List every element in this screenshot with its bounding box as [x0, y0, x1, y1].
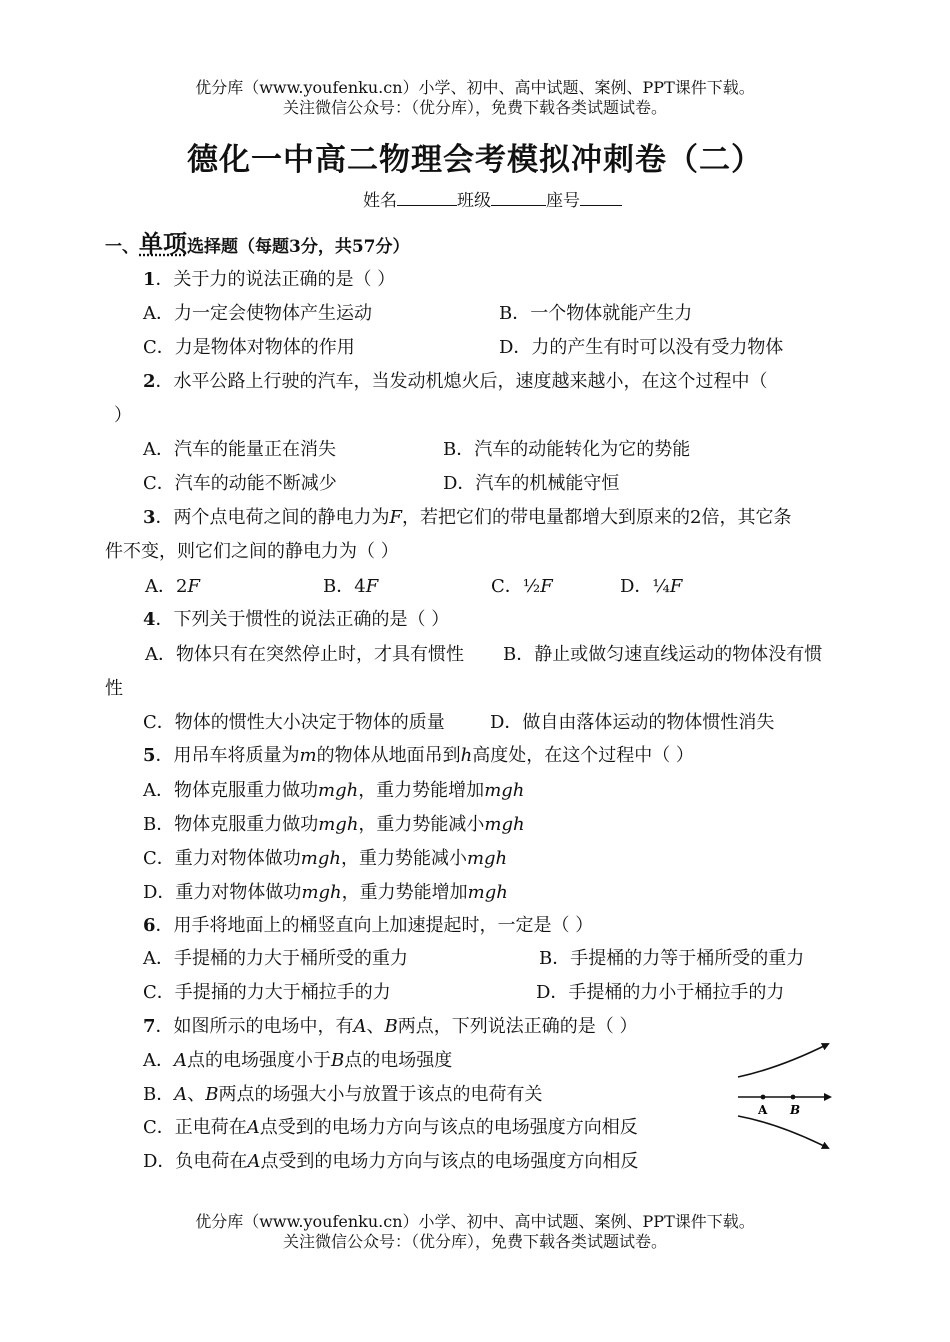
question-7-option-b[interactable]: B．A、B两点的场强大小与放置于该点的电荷有关	[143, 1084, 543, 1105]
question-7-option-c[interactable]: C．正电荷在A点受到的电场力方向与该点的电场强度方向相反	[143, 1117, 638, 1138]
question-1-option-a[interactable]: A．力一定会使物体产生运动	[143, 303, 372, 324]
point-b-label: B	[790, 1103, 801, 1117]
question-2-option-b[interactable]: B．汽车的动能转化为它的势能	[443, 439, 691, 460]
question-1-option-d[interactable]: D．力的产生有时可以没有受力物体	[499, 337, 784, 358]
question-5-option-c[interactable]: C．重力对物体做功mgh，重力势能减小mgh	[143, 848, 508, 869]
question-1-option-c[interactable]: C．力是物体对物体的作用	[143, 337, 355, 358]
field-line-bottom	[738, 1116, 828, 1148]
question-1-option-b[interactable]: B．一个物体就能产生力	[499, 303, 693, 324]
name-label: 姓名	[363, 191, 397, 211]
question-4-option-d[interactable]: D．做自由落体运动的物体惯性消失	[490, 712, 775, 733]
question-6-option-a[interactable]: A．手提桶的力大于桶所受的重力	[143, 948, 408, 969]
question-6-option-d[interactable]: D．手提桶的力小于桶拉手的力	[536, 982, 785, 1003]
question-3-option-d[interactable]: D．¼F	[620, 576, 683, 597]
question-4-option-c[interactable]: C．物体的惯性大小决定于物体的质量	[143, 712, 445, 733]
question-2-option-c[interactable]: C．汽车的动能不断减少	[143, 473, 337, 494]
question-3-option-a[interactable]: A．2F	[145, 576, 200, 597]
question-7-option-a[interactable]: A．A点的电场强度小于B点的电场强度	[143, 1050, 453, 1071]
section-heading	[105, 224, 410, 259]
question-6-option-c[interactable]: C．手提捅的力大于桶拉手的力	[143, 982, 391, 1003]
question-5-stem: 5．用吊车将质量为m的物体从地面吊到h高度处，在这个过程中（ ）	[143, 745, 694, 766]
question-3-option-b[interactable]: B．4F	[323, 576, 379, 597]
question-2-option-a[interactable]: A．汽车的能量正在消失	[143, 439, 336, 460]
question-3-option-c[interactable]: C．½F	[491, 576, 553, 597]
field-line-top	[738, 1044, 828, 1077]
question-4-option-a[interactable]: A．物体只有在突然停止时，才具有惯性	[145, 644, 464, 665]
footer-line-1: 优分库（www.youfenku.cn）小学、初中、高中试题、案例、PPT课件下载。	[195, 1212, 755, 1231]
question-6-option-b[interactable]: B．手提桶的力等于桶所受的重力	[539, 948, 805, 969]
question-5-option-a[interactable]: A．物体克服重力做功mgh，重力势能增加mgh	[143, 780, 525, 801]
student-fields	[363, 186, 622, 211]
class-blank[interactable]	[491, 188, 546, 206]
question-4-option-b-cont: 性	[105, 678, 123, 699]
question-3-stem: 3．两个点电荷之间的静电力为F，若把它们的带电量都增大到原来的2倍，其它条	[143, 507, 792, 528]
class-label: 班级	[457, 191, 491, 211]
question-2-option-d[interactable]: D．汽车的机械能守恒	[443, 473, 620, 494]
seat-label: 座号	[546, 191, 580, 211]
electric-field-figure	[730, 1030, 840, 1158]
question-2-stem-cont: ）	[114, 405, 132, 426]
question-4-stem: 4．下列关于惯性的说法正确的是（ ）	[143, 609, 450, 630]
header-line-2: 关注微信公众号：（优分库），免费下载各类试题试卷。	[282, 98, 667, 117]
seat-blank[interactable]	[580, 188, 622, 206]
header-line-1: 优分库（www.youfenku.cn）小学、初中、高中试题、案例、PPT课件下载。	[195, 78, 755, 97]
question-5-option-d[interactable]: D．重力对物体做功mgh，重力势能增加mgh	[143, 882, 508, 903]
point-a-label: A	[758, 1103, 768, 1117]
name-blank[interactable]	[397, 188, 457, 206]
point-a-dot	[761, 1095, 766, 1100]
question-5-option-b[interactable]: B．物体克服重力做功mgh，重力势能减小mgh	[143, 814, 525, 835]
question-1-stem: 1．关于力的说法正确的是（ ）	[143, 269, 396, 290]
question-4-option-b[interactable]: B．静止或做匀速直线运动的物体没有惯	[503, 644, 823, 665]
question-6-stem: 6．用手将地面上的桶竖直向上加速提起时，一定是（ ）	[143, 915, 594, 936]
point-b-dot	[791, 1095, 796, 1100]
question-3-stem-cont: 件不变，则它们之间的静电力为（ ）	[105, 541, 399, 562]
section-prefix: 一、	[105, 237, 139, 257]
question-7-option-d[interactable]: D．负电荷在A点受到的电场力方向与该点的电场强度方向相反	[143, 1151, 639, 1172]
footer-line-2: 关注微信公众号：（优分库），免费下载各类试题试卷。	[282, 1232, 667, 1251]
section-emph: 单项	[139, 229, 187, 258]
question-2-stem: 2．水平公路上行驶的汽车，当发动机熄火后，速度越来越小，在这个过程中（	[143, 371, 768, 392]
section-rest: 选择题（每题3分，共57分）	[187, 237, 410, 257]
question-7-stem: 7．如图所示的电场中，有A、B两点，下列说法正确的是（ ）	[143, 1016, 638, 1037]
page-title: 德化一中高二物理会考模拟冲刺卷（二）	[187, 142, 763, 178]
